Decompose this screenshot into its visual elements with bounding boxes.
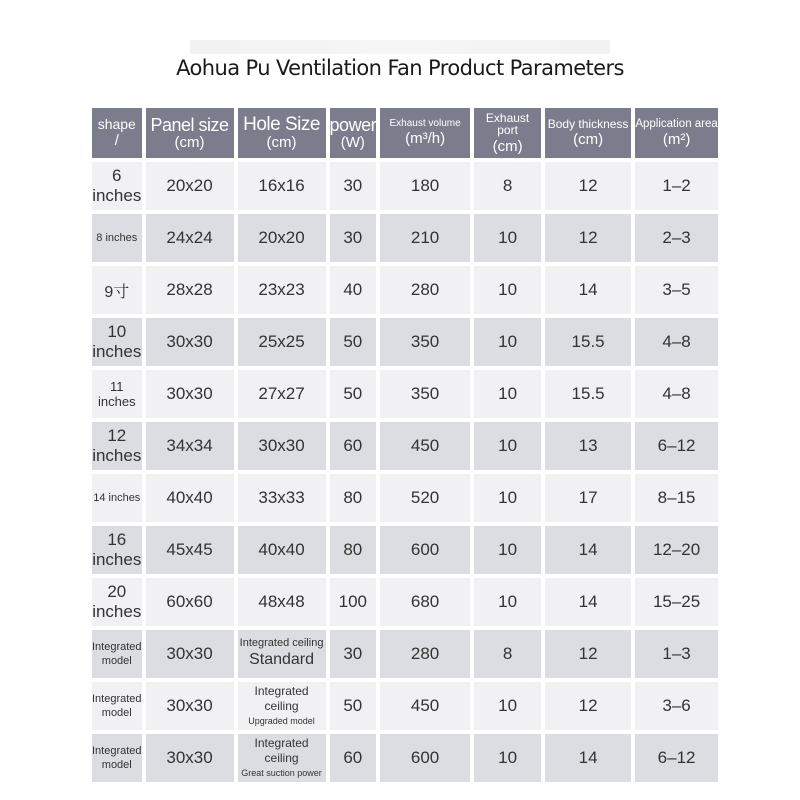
cell-power: 60 [330,734,377,782]
cell-panel-size: 60x60 [146,578,234,626]
header-panel-size: Panel size (cm) [146,108,234,158]
cell-application-area: 4–8 [635,318,718,366]
cell-hole-size: 20x20 [238,214,326,262]
cell-exhaust-port: 10 [474,266,541,314]
cell-application-area: 3–6 [635,682,718,730]
cell-exhaust-volume: 280 [380,266,470,314]
cell-shape: 16 inches [92,526,142,574]
table-row [92,162,718,210]
table-row [92,630,718,678]
table-row [92,682,718,730]
cell-shape: 20 inches [92,578,142,626]
header-row [92,108,718,158]
cell-body-thickness: 13 [545,422,631,470]
cell-exhaust-port: 10 [474,682,541,730]
table-row [92,578,718,626]
header-application-area: Application area (m²) [635,108,718,158]
cell-panel-size: 30x30 [146,370,234,418]
table-row [92,266,718,314]
cell-panel-size: 30x30 [146,318,234,366]
cell-panel-size: 30x30 [146,682,234,730]
cell-exhaust-volume: 680 [380,578,470,626]
cell-exhaust-port: 10 [474,474,541,522]
cell-panel-size: 20x20 [146,162,234,210]
cell-exhaust-port: 10 [474,526,541,574]
cell-power: 80 [330,526,377,574]
cell-power: 100 [330,578,377,626]
cell-exhaust-volume: 450 [380,422,470,470]
cell-shape: 9寸 [92,266,142,314]
cell-shape: 12 inches [92,422,142,470]
cell-panel-size: 34x34 [146,422,234,470]
cell-application-area: 12–20 [635,526,718,574]
cell-exhaust-port: 8 [474,630,541,678]
cell-body-thickness: 12 [545,682,631,730]
cell-power: 50 [330,370,377,418]
cell-hole-size: 16x16 [238,162,326,210]
cell-panel-size: 28x28 [146,266,234,314]
cell-hole-size: 30x30 [238,422,326,470]
cell-shape: Integrated model [92,734,142,782]
cell-application-area: 1–3 [635,630,718,678]
page-title: Aohua Pu Ventilation Fan Product Parameters [176,56,624,80]
table-row [92,318,718,366]
table-row [92,422,718,470]
cell-body-thickness: 14 [545,578,631,626]
cell-hole-size: 40x40 [238,526,326,574]
cell-body-thickness: 17 [545,474,631,522]
cell-body-thickness: 12 [545,214,631,262]
cell-panel-size: 24x24 [146,214,234,262]
table-row [92,526,718,574]
header-shape: shape / [92,108,142,158]
table-row [92,474,718,522]
cell-exhaust-port: 10 [474,370,541,418]
cell-exhaust-port: 10 [474,734,541,782]
cell-power: 60 [330,422,377,470]
cell-shape: Integrated model [92,630,142,678]
cell-shape: 11 inches [92,370,142,418]
faded-banner [190,40,610,54]
cell-application-area: 4–8 [635,370,718,418]
cell-power: 40 [330,266,377,314]
cell-body-thickness: 14 [545,734,631,782]
cell-hole-size: Integrated ceiling Upgraded model [238,682,326,730]
cell-shape: 14 inches [92,474,142,522]
cell-shape: Integrated model [92,682,142,730]
cell-exhaust-port: 10 [474,422,541,470]
cell-exhaust-port: 10 [474,578,541,626]
table-row [92,734,718,782]
cell-shape: 8 inches [92,214,142,262]
cell-power: 30 [330,162,377,210]
header-exhaust-volume: Exhaust volume (m³/h) [380,108,470,158]
cell-body-thickness: 12 [545,162,631,210]
cell-power: 30 [330,214,377,262]
cell-application-area: 6–12 [635,734,718,782]
cell-hole-size: 27x27 [238,370,326,418]
cell-shape: 6 inches [92,162,142,210]
cell-exhaust-volume: 600 [380,734,470,782]
cell-exhaust-volume: 180 [380,162,470,210]
header-power: power (W) [330,108,377,158]
table-row [92,370,718,418]
parameters-table [88,104,722,786]
cell-body-thickness: 15.5 [545,370,631,418]
cell-body-thickness: 14 [545,526,631,574]
cell-application-area: 3–5 [635,266,718,314]
cell-shape: 10 inches [92,318,142,366]
cell-application-area: 1–2 [635,162,718,210]
cell-panel-size: 30x30 [146,734,234,782]
cell-panel-size: 40x40 [146,474,234,522]
cell-hole-size: 25x25 [238,318,326,366]
cell-panel-size: 30x30 [146,630,234,678]
cell-hole-size: 23x23 [238,266,326,314]
cell-hole-size: 33x33 [238,474,326,522]
cell-power: 50 [330,682,377,730]
cell-exhaust-port: 10 [474,214,541,262]
cell-panel-size: 45x45 [146,526,234,574]
cell-application-area: 8–15 [635,474,718,522]
cell-exhaust-volume: 350 [380,370,470,418]
cell-exhaust-port: 10 [474,318,541,366]
cell-hole-size: Integrated ceiling Great suction power [238,734,326,782]
cell-exhaust-volume: 520 [380,474,470,522]
cell-hole-size: Integrated ceiling Standard [238,630,326,678]
cell-hole-size: 48x48 [238,578,326,626]
header-body-thickness: Body thickness (cm) [545,108,631,158]
cell-power: 80 [330,474,377,522]
cell-body-thickness: 15.5 [545,318,631,366]
cell-application-area: 6–12 [635,422,718,470]
header-exhaust-port: Exhaust port (cm) [474,108,541,158]
cell-exhaust-volume: 450 [380,682,470,730]
cell-exhaust-volume: 210 [380,214,470,262]
cell-application-area: 2–3 [635,214,718,262]
cell-power: 50 [330,318,377,366]
cell-exhaust-volume: 350 [380,318,470,366]
cell-exhaust-port: 8 [474,162,541,210]
cell-body-thickness: 12 [545,630,631,678]
cell-exhaust-volume: 280 [380,630,470,678]
cell-exhaust-volume: 600 [380,526,470,574]
table-row [92,214,718,262]
cell-body-thickness: 14 [545,266,631,314]
cell-power: 30 [330,630,377,678]
header-hole-size: Hole Size (cm) [238,108,326,158]
cell-application-area: 15–25 [635,578,718,626]
